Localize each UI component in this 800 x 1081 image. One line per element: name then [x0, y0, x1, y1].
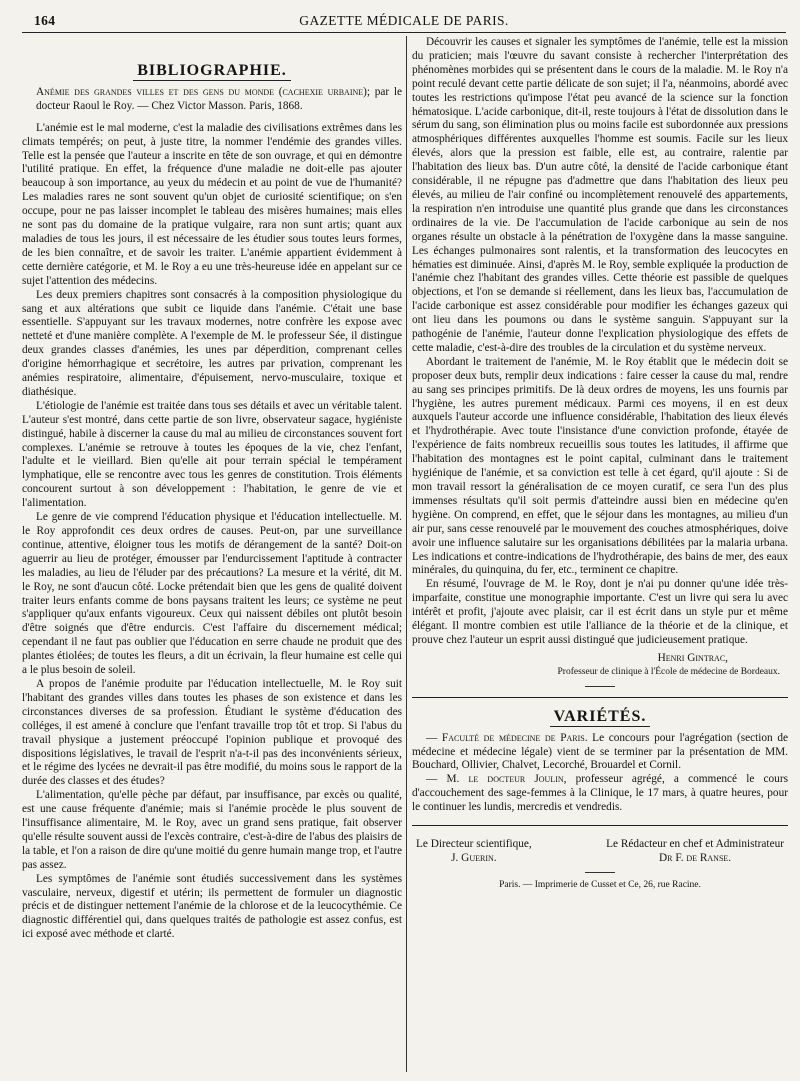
right-column — [412, 36, 788, 1074]
director-block — [416, 838, 532, 866]
paragraph: En résumé, l'ouvrage de M. le Roy, dont je n'ai pu donner qu'une idée très-imparfaite, constitue une monographie importante. C'est un livre qui sera lu avec intérêt et profit, j'ajoute avec plaisir, car il est écrit dans un style pur et même élégant. Il montre combien est utile l'alliance de la théorie et de la clinique, et prouve chez l'auteur un esprit aussi distingué que judicieusement pratique. — [412, 578, 788, 646]
signature-affiliation: Professeur de clinique à l'École de médecine de Bordeaux. — [557, 666, 780, 677]
editor-block — [606, 838, 784, 866]
news-item — [412, 732, 788, 774]
paragraph: L'alimentation, qu'elle pèche par défaut, par insuffisance, par excès ou qualité, est une cause fréquente d'anémie; mais si l'anémie procède le plus souvent de l'insuffisance alimentaire, M. le Roy, avec un grand sens pratique, fait observer qu'elle résulte souvent aussi de l'excès contraire, c'est-à-dire de l'abus des plaisirs de la table, et l'on a raison de dire qu'une moitié du genre humain mange trop, et l'autre pas assez. — [22, 789, 402, 871]
paragraph: Les deux premiers chapitres sont consacrés à la composition physiologique du sang et aux altérations que subit ce liquide dans l'anémie. C'était une base essentielle. S'appuyant sur les travaux modernes, notre confrère les expose avec netteté et d'une manière complète. A l'exemple de M. le professeur Sée, il distingue deux grandes classes d'anémies, les unes par déperdition, comprenant celles d'origine hémorrhagique et secrétoire, les autres par privation, comprenant les anémies respiratoire, alimentaire, d'épuisement, nervo-musculaire, toxique et diathésique. — [22, 288, 402, 398]
editor-role: Le Rédacteur en chef et Administrateur — [606, 838, 784, 851]
news-item — [412, 773, 788, 815]
press-rule — [585, 872, 615, 873]
editors-block — [412, 838, 788, 866]
book-title: Anémie des grandes villes et des gens du monde (cachexie urbaine) — [36, 85, 367, 98]
footer-divider — [412, 825, 788, 826]
paragraph: Abordant le traitement de l'anémie, M. le Roy établit que le médecin doit se proposer deux buts, remplir deux indications : faire cesser la cause du mal, rendre au sang ses principes primitifs. De là deux ordres de moyens, les uns fournis par l'hygiène, les autres purement médicaux. Parmi ces moyens, il en est deux auxquels l'auteur accorde une influence considérable, l'habitation des lieux élevés et l'hydrothérapie. Avec toute l'insistance d'une conviction profonde, étayée de l'expérience de faits nombreux recueillis sous toutes les latitudes, il affirme que l'habitation des montagnes est le point capital, culminant dans le traitement hygiénique de l'anémie, et sa conviction est telle à cet égard, qu'il ajoute : Si de mon travail ressort la généralisation de ce moyen curatif, ce sera l'un des plus immenses résultats qu'il soit permis d'atteindre aussi bien en médecine qu'en hygiène. On comprend, en effet, que le séjour dans les montagnes, au milieu d'un air pur, sans cesse renouvelé par le mouvement des couches atmosphériques, doive avoir une influence salutaire sur les organisations débilitées par la malaria urbana. Les indications et contre-indications de l'hydrothérapie, des bains de mer, des eaux minérales, du quinquina, du fer, etc., terminent ce chapitre. — [412, 355, 788, 577]
director-role: Le Directeur scientifique, — [416, 838, 532, 851]
signature — [412, 652, 788, 680]
paragraph: A propos de l'anémie produite par l'éducation intellectuelle, M. le Roy suit l'habitant des grandes villes dans toutes les phases de son existence et dans les circonstances diverses de sa profession. Étudiant le système d'éducation des colléges, il est amené à conclure que l'enfant travaille trop tôt et trop. Si l'abus du travail physique a justement préoccupé l'opinion publique et provoqué des dispositions législatives, le travail de l'esprit n'a-t-il pas des inconvénients sérieux, et le régime des lycées ne devrait-il pas être modifié, du moins sous le rapport de la durée des classes et des études? — [22, 677, 402, 788]
news-item-text: professeur agrégé, a commencé le cours d'accouchement des sage-femmes à la Clinique, le 17 mars, à quatre heures, pour le continuer les lundis, mercredis et vendredis. — [412, 773, 788, 814]
section-divider — [412, 697, 788, 698]
printer-line: Paris. — Imprimerie de Cusset et Ce, 26, rue Racine. — [499, 879, 701, 890]
bibliography-title: BIBLIOGRAPHIE. — [133, 62, 291, 81]
editor-name: Dr F. de Ranse. — [659, 851, 732, 864]
short-rule — [585, 686, 615, 687]
news-item-text: Le concours pour l'agrégation (section de médecine et médecine légale) vient de se terminer par la présentation de MM. Bouchard, Ollivier, Chalvet, Lecorché, Brouardel et Cornil. — [412, 731, 788, 772]
book-author: ; par le docteur Raoul le Roy. — Chez Victor Masson. Paris, 1868. — [36, 85, 402, 112]
paragraph: L'étiologie de l'anémie est traitée dans tous ses détails et avec un véritable talent. L'auteur s'est montré, dans cette partie de son livre, observateur sagace, hygiéniste distingué, habile à discerner la cause du mal au milieu de circonstances souvent fort complexes. L'anémie se retrouve à toutes les époques de la vie, chez l'enfant, l'adulte et le vieillard. Bien qu'elle ait pour terrain spécial le tempérament lymphatique, elle se rencontre avec tous les genres de constitution. Trois éléments concourent surtout à son développement : l'habitation, le genre de vie et l'alimentation. — [22, 399, 402, 510]
paragraph: Découvrir les causes et signaler les symptômes de l'anémie, telle est la mission du praticien; mais l'œuvre du savant consiste à rechercher l'interprétation des phénomènes morbides qui se présentent dans le cours de la maladie. M. le Roy n'a point reculé devant cette partie délicate de son sujet; il l'a, néanmoins, abordé avec toutes les restrictions qu'impose l'état peu avancé de la science sur la fonction hématosique. L'acide carbonique, dit-il, reste toujours à l'état de dissolution dans le sérum du sang, son élimination plus ou moins facile est subordonnée aux pressions atmosphériques différentes auxquelles l'homme est soumis. Facile sur les lieux élevés, alors que la pression est faible, elle est, au contraire, ralentie par l'habitation des lieux bas. D'un autre côté, la densité de l'acide carbonique étant considérable, il ne répugne pas d'admettre que dans l'habitation des lieux peu élevés, au milieu de l'air confiné ou incomplètement renouvelé des appartements, la respiration n'en introduise une quantité plus grande que dans les circonstances ordinaires de la vie. De l'accumulation de l'acide carbonique au sein de nos organes résulte un obstacle à la pénétration de l'oxygène dans la masse sanguine. Les échanges pulmonaires sont ralentis, et la transformation des leucocytes en hématies est diminuée. Ainsi, d'après M. le Roy, semble expliquée la production de l'anémie chez l'habitant des grandes villes. Cette théorie est passible de quelques objections, et l'on se demande si réellement, dans les lieux bas, l'accumulation de l'acide carbonique est assez considérable pour modifier les échanges gazeux qui ont lieu dans les poumons ou dans le système sanguin. S'appuyant sur la pathogénie de l'anémie, l'auteur donne l'explication physiologique des effets de cette maladie, c'est-à-dire des troubles de la circulation et du système nerveux. — [412, 36, 788, 354]
paragraph: Les symptômes de l'anémie sont étudiés successivement dans les systèmes vasculaire, nerveux, digestif et utérin; ils permettent de formuler un diagnostic précis et de distinguer nettement l'anémie de la chlorose et de la leucocythémie. Ce diagnostic différentiel qui, dans quelques traités de pathologie est assez confus, est ici exposé avec méthode et clarté. — [22, 872, 402, 941]
news-item-lead: — M. le docteur Joulin, — [426, 773, 567, 786]
page-header — [22, 10, 786, 33]
paragraph: L'anémie est le mal moderne, c'est la maladie des civilisations extrêmes dans les climats tempérés; on peut, à juste titre, la nommer l'endémie des grandes villes. Telle est la pensée que l'auteur a inscrite en tête de son ouvrage, et qui en démontre l'utilité pratique. En effet, la fréquence d'une maladie ne doit-elle pas ajouter beaucoup à son importance, au yeux du médecin et au point de vue de l'humanité? Les maladies rares ne sont souvent qu'un objet de curiosité scientifique; on s'en occupe, pour ne pas laisser incomplet le tableau des misères humaines; mais elles ne sont pas du domaine de la pratique vulgaire, rara non sunt artis; quant aux maladies de tous les jours, il est nécessaire de les étudier sous toutes leurs formes, de les bien connaître, et de savoir les traiter. L'anémie appartient évidemment à cette dernière catégorie, et M. le Roy a eu une très-heureuse idée en appelant sur ce sujet l'attention des médecins. — [22, 121, 402, 287]
column-divider — [406, 36, 407, 1072]
signature-name: Henri Gintrac, — [657, 651, 728, 664]
varietes-title: VARIÉTÉS. — [550, 708, 651, 727]
paragraph: Le genre de vie comprend l'éducation physique et l'éducation intellectuelle. M. le Roy approfondit ces deux ordres de causes. Peut-on, par une surveillance continue, attentive, éloigner tous les motifs de dérangement de la santé? Doit-on aguerrir au lieu de protéger, émousser par l'endurcissement l'aptitude à contracter les maladies, au lieu de l'éluder par des précautions? La mesure et la vérité, dit M. le Roy, ne sont d'aucun côté. Locke prétendait bien que les gens de qualité doivent traiter leurs enfants comme de bons paysans traitent les leurs; ce système ne peut s'appliquer qu'aux enfants vigoureux. Ceux qui naissent débiles ont plutôt besoin d'être soignés que d'être endurcis. C'est l'affaire du discernement médical; cependant il ne faut pas oublier que l'éducation en serre chaude ne produit que des plantes étiolées; de toutes les fleurs, a dit un écrivain, la fleur humaine est celle qui a le plus besoin de soleil. — [22, 511, 402, 677]
varietes-heading — [412, 707, 788, 725]
left-column — [22, 36, 402, 1074]
book-reference — [22, 86, 402, 114]
journal-title: GAZETTE MÉDICALE DE PARIS. — [299, 13, 509, 28]
director-name: J. Guerin. — [451, 851, 497, 864]
news-item-lead: — Faculté de médecine de Paris. — [426, 731, 588, 744]
page-number: 164 — [34, 13, 56, 28]
bibliography-heading — [22, 64, 402, 78]
